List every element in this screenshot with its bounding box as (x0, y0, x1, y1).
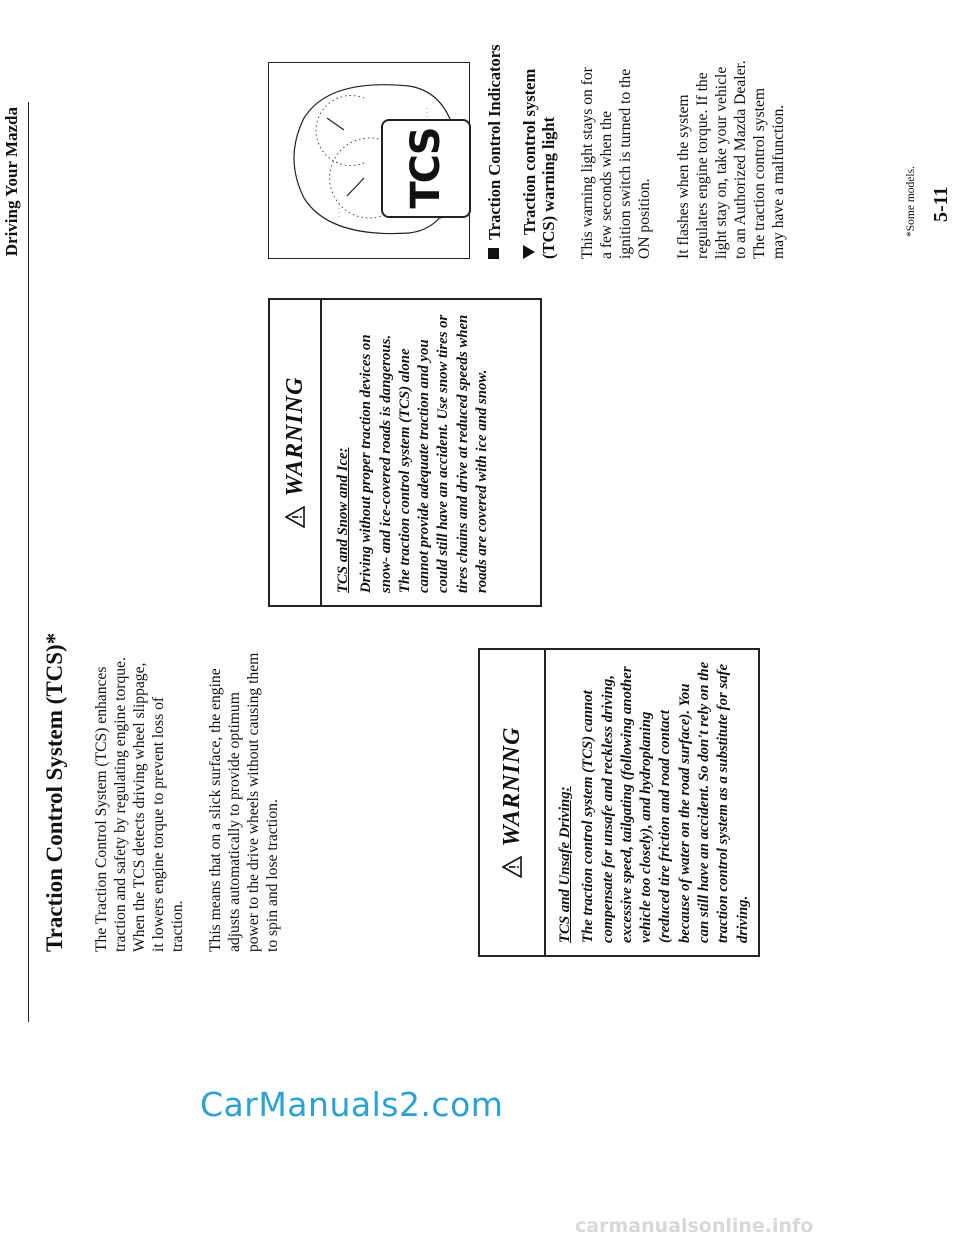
warning-box-unsafe-driving (478, 648, 760, 957)
warning-light-subheading-text: Traction control system (TCS) warning light (520, 68, 558, 259)
svg-text:· · ·: · · · (336, 207, 343, 218)
indicators-paragraph-2: It flashes when the system regulates engine torque. If the light stay on, take your vehicle to an Authorized Mazda Dealer. The traction control system may have a malfunction. (675, 60, 787, 259)
warning-header (480, 650, 546, 955)
indicators-heading-text: Traction Control Indicators (485, 44, 504, 240)
warning-body (556, 658, 753, 943)
triangle-bullet-icon (523, 245, 535, 259)
warning-text: The traction control system (TCS) cannot compensate for unsafe and reckless driving, excessive speed, tailgating (following another vehicle too closely), and hydroplaning (reduced tire friction and road contact because of water on the road surface). You can still have an accident. So don't rely on the traction control system as a substitute for safe driving. (580, 661, 751, 943)
indicators-paragraph-1: This warning light stays on for a few seconds when the ignition switch is turned to the ON position. (579, 67, 653, 259)
intro-paragraph-2: This means that on a slick surface, the engine adjusts automatically to provide optimum power to the drive wheels without causing them to spin and lose traction. (207, 652, 281, 952)
warning-subheading: TCS and Snow and Ice: (335, 447, 351, 593)
warning-triangle-icon (502, 856, 522, 878)
warning-subheading: TCS and Unsafe Driving: (557, 786, 573, 943)
tcs-indicator-figure (268, 62, 470, 259)
indicators-heading (485, 44, 504, 259)
intro-paragraph-1: The Traction Control System (TCS) enhances traction and safety by regulating engine torque. When the TCS detects driving wheel slippage, it lowers engine torque to prevent loss of traction. (93, 657, 186, 952)
manual-page (0, 44, 960, 1102)
section-title: Driving Your Mazda (2, 107, 21, 257)
warning-header (270, 300, 322, 605)
intro-text (92, 652, 282, 952)
header-rule (28, 102, 29, 1022)
warning-text: Driving without proper traction devices on snow- and ice-covered roads is dangerous. The traction control system (TCS) alone cannot provide adequate traction and you could still have an accident. Use snow tires or tires chains and drive at reduced speeds when roads are covered with ice and snow. (358, 314, 491, 593)
tcs-callout-label: TCS (403, 128, 449, 209)
watermark-carmanualsonline: carmanualsonline.info (575, 1215, 814, 1237)
warning-light-subheading (520, 59, 558, 259)
page-title: Traction Control System (TCS)* (42, 632, 67, 952)
svg-text:· · ·: · · · (424, 107, 431, 118)
page-number: 5-11 (930, 186, 952, 222)
warning-box-snow-ice (268, 298, 542, 607)
warning-body (334, 308, 492, 593)
warning-heading: WARNING (498, 726, 525, 847)
warning-triangle-icon (285, 506, 305, 528)
warning-heading: WARNING (281, 376, 308, 497)
indicators-text (578, 59, 788, 259)
square-bullet-icon (488, 248, 499, 259)
watermark-carmanuals2: CarManuals2.com (200, 1085, 504, 1124)
footnote: *Some models. (905, 166, 917, 237)
tcs-callout (381, 119, 471, 218)
